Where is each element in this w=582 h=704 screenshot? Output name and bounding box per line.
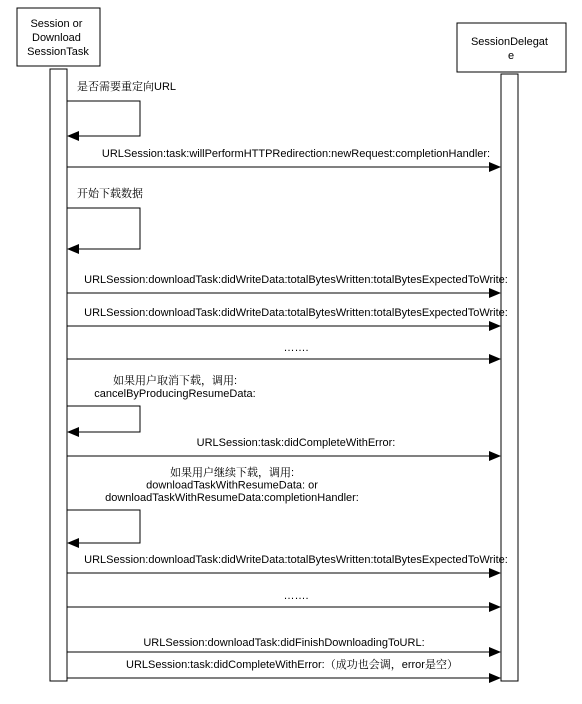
arrowhead: [489, 647, 501, 657]
message-label-line: 是否需要重定向URL: [77, 81, 177, 93]
message-label: [94, 373, 255, 400]
left-lifeline: [50, 69, 67, 681]
message-label: [105, 465, 359, 504]
message-label-line: downloadTaskWithResumeData: or: [146, 479, 318, 492]
arrowhead: [489, 354, 501, 364]
right-actor: [457, 23, 566, 72]
self-call-arrow: [67, 510, 140, 543]
message-label-line: URLSession:downloadTask:didFinishDownloadingToURL:: [143, 637, 425, 649]
message-label-line: URLSession:downloadTask:didWriteData:totalBytesWritten:totalBytesExpectedToWrite:: [84, 307, 508, 319]
message-9: [67, 465, 359, 548]
right-actor-label: SessionDelegat e: [470, 36, 548, 62]
self-call-arrow: [67, 208, 140, 249]
arrowhead: [67, 244, 79, 254]
message-label-line: downloadTaskWithResumeData:completionHandler:: [105, 492, 359, 504]
message-label-line: cancelByProducingResumeData:: [94, 388, 256, 400]
message-label-line: 如果用户取消下载，调用:: [112, 375, 238, 387]
message-11: [67, 590, 501, 612]
message-label: [102, 148, 490, 160]
arrowhead: [489, 288, 501, 298]
message-label-line: URLSession:downloadTask:didWriteData:totalBytesWritten:totalBytesExpectedToWrite:: [84, 274, 508, 286]
message-1: [67, 79, 176, 141]
message-6: [67, 342, 501, 364]
message-2: [67, 148, 501, 172]
self-call-arrow: [67, 101, 140, 136]
right-lifeline: [501, 74, 518, 681]
message-label: [126, 657, 458, 671]
arrowhead: [489, 602, 501, 612]
arrowhead: [489, 162, 501, 172]
message-label-line: 如果用户继续下载，调用:: [169, 467, 295, 479]
message-8: [67, 437, 501, 461]
message-label-line: 开始下载数据: [77, 188, 143, 200]
message-label-line: URLSession:task:didCompleteWithError:: [196, 437, 396, 449]
left-actor-label: Session or Download SessionTask: [27, 18, 89, 58]
message-label: [84, 554, 508, 566]
messages: [67, 79, 508, 683]
message-label-line: URLSession:downloadTask:didWriteData:totalBytesWritten:totalBytesExpectedToWrite:: [84, 554, 508, 566]
message-label-line: …….: [283, 590, 309, 602]
message-label: [197, 437, 396, 449]
arrowhead: [489, 568, 501, 578]
message-13: [67, 657, 501, 683]
arrowhead: [489, 321, 501, 331]
message-3: [67, 186, 143, 254]
message-label: [77, 186, 143, 200]
message-10: [67, 554, 508, 578]
message-label-line: URLSession:task:didCompleteWithError:（成功也会调，error是空）: [126, 659, 458, 671]
message-label-line: URLSession:task:willPerformHTTPRedirection:newRequest:completionHandler:: [101, 148, 491, 160]
message-5: [67, 307, 508, 331]
message-label: [143, 637, 424, 649]
message-7: [67, 373, 256, 437]
message-label: [84, 307, 508, 319]
arrowhead: [67, 131, 79, 141]
message-12: [67, 637, 501, 657]
left-actor: [17, 8, 100, 66]
message-4: [67, 274, 508, 298]
arrowhead: [67, 427, 79, 437]
arrowhead: [489, 451, 501, 461]
message-label: [283, 342, 308, 354]
message-label: [84, 274, 508, 286]
message-label: [77, 79, 176, 93]
message-label: [283, 590, 308, 602]
arrowhead: [67, 538, 79, 548]
arrowhead: [489, 673, 501, 683]
message-label-line: …….: [283, 342, 309, 354]
